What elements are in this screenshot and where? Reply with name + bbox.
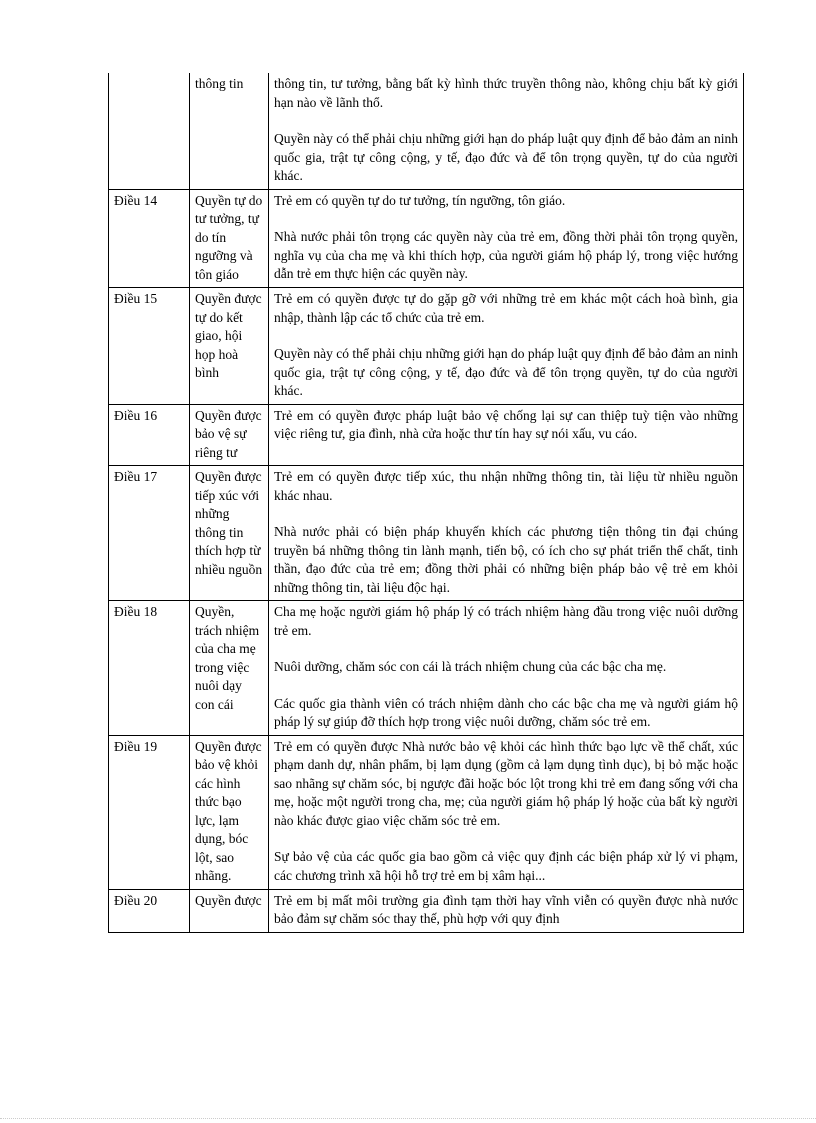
content-paragraph: Nhà nước phải có biện pháp khuyến khích các phương tiện thông tin đại chúng truyền bá những thông tin lành mạnh, tiến bộ, có ích cho sự phát triển thể chất, tinh thần, đạo đức của trẻ em; đồng thời phải có những biện pháp bảo vệ trẻ em khỏi những thông tin, tài liệu độc hại.: [274, 524, 738, 595]
article-number: Điều 14: [109, 189, 190, 288]
article-number: Điều 16: [109, 404, 190, 466]
content-paragraph: Các quốc gia thành viên có trách nhiệm dành cho các bậc cha mẹ và người giám hộ pháp lý sự giúp đỡ thích hợp trong việc nuôi dưỡng, chăm sóc trẻ em.: [274, 695, 738, 729]
content-paragraph: Trẻ em bị mất môi trường gia đình tạm thời hay vĩnh viễn có quyền được nhà nước bảo đảm sự chăm sóc thay thế, phù hợp với quy định: [274, 892, 738, 926]
content-paragraph: Quyền này có thể phải chịu những giới hạn do pháp luật quy định để bảo đảm an ninh quốc gia, trật tự công cộng, y tế, đạo đức và để tôn trọng quyền, tự do của người khác.: [274, 346, 738, 398]
content-paragraph: Nuôi dưỡng, chăm sóc con cái là trách nhiệm chung của các bậc cha mẹ.: [274, 659, 667, 674]
right-content: [269, 889, 744, 932]
right-content: [269, 404, 744, 466]
content-paragraph: Cha mẹ hoặc người giám hộ pháp lý có trách nhiệm hàng đầu trong việc nuôi dưỡng trẻ em.: [274, 604, 738, 638]
content-paragraph: Trẻ em có quyền tự do tư tưởng, tín ngưỡng, tôn giáo.: [274, 192, 566, 208]
article-number: Điều 18: [109, 601, 190, 736]
article-number: Điều 19: [109, 735, 190, 889]
table-row: [109, 889, 744, 932]
content-paragraph: Trẻ em có quyền được pháp luật bảo vệ chống lại sự can thiệp tuỳ tiện vào những việc riêng tư, gia đình, nhà cửa hoặc thư tín hay sự nói xấu, vu cáo.: [274, 407, 738, 441]
page-bottom-edge: [0, 1118, 816, 1119]
rights-table-body: [109, 73, 744, 932]
right-title: Quyền tự do tư tưởng, tự do tín ngưỡng và tôn giáo: [190, 189, 269, 288]
content-paragraph: Quyền này có thể phải chịu những giới hạn do pháp luật quy định để bảo đảm an ninh quốc gia, trật tự công cộng, y tế, đạo đức và để tôn trọng quyền, tự do của người khác.: [274, 131, 738, 183]
right-title: thông tin: [190, 73, 269, 189]
content-paragraph: Trẻ em có quyền được tiếp xúc, thu nhận những thông tin, tài liệu từ nhiều nguồn khác nhau.: [274, 469, 738, 503]
content-paragraph: Trẻ em có quyền được Nhà nước bảo vệ khỏi các hình thức bạo lực về thể chất, xúc phạm danh dự, nhân phẩm, bị lạm dụng (gồm cả lạm dụng tình dục), bị bỏ mặc hoặc sao nhãng sự chăm sóc, bị ngược đãi hoặc bóc lột trong khi trẻ em đang sống với cha mẹ, hoặc một người trong cha, mẹ; của người giám hộ pháp lý hoặc của bất kỳ người nào khác được giao việc chăm sóc trẻ em.: [274, 738, 738, 828]
right-title: Quyền được bảo vệ sự riêng tư: [190, 404, 269, 466]
article-number: Điều 15: [109, 288, 190, 405]
content-paragraph: Nhà nước phải tôn trọng các quyền này của trẻ em, đồng thời phải tôn trọng quyền, nghĩa vụ của cha mẹ và khi thích hợp, của người giám hộ pháp lý, trong việc hướng dẫn trẻ em thực hiện các quyền này.: [274, 229, 738, 281]
table-row: [109, 466, 744, 601]
content-paragraph: Sự bảo vệ của các quốc gia bao gồm cả việc quy định các biện pháp xử lý vi phạm, các chương trình xã hội hỗ trợ trẻ em bị xâm hại...: [274, 849, 738, 883]
article-number: [109, 73, 190, 189]
right-content: [269, 73, 744, 189]
table-row: [109, 73, 744, 189]
article-number: Điều 17: [109, 466, 190, 601]
right-title: Quyền, trách nhiệm của cha mẹ trong việc nuôi dạy con cái: [190, 601, 269, 736]
right-title: Quyền được tự do kết giao, hội họp hoà bình: [190, 288, 269, 405]
right-title: Quyền được: [190, 889, 269, 932]
table-row: [109, 288, 744, 405]
content-paragraph: Trẻ em có quyền được tự do gặp gỡ với những trẻ em khác một cách hoà bình, gia nhập, thành lập các tổ chức của trẻ em.: [274, 291, 738, 325]
right-title: Quyền được bảo vệ khỏi các hình thức bạo lực, lạm dụng, bóc lột, sao nhãng.: [190, 735, 269, 889]
right-content: [269, 189, 744, 288]
rights-table: [108, 73, 744, 933]
table-row: [109, 735, 744, 889]
right-content: [269, 601, 744, 736]
table-row: [109, 189, 744, 288]
content-paragraph: thông tin, tư tưởng, bằng bất kỳ hình thức truyền thông nào, không chịu bất kỳ giới hạn nào về lãnh thổ.: [274, 76, 738, 110]
right-content: [269, 735, 744, 889]
table-row: [109, 404, 744, 466]
article-number: Điều 20: [109, 889, 190, 932]
right-content: [269, 466, 744, 601]
table-row: [109, 601, 744, 736]
right-title: Quyền được tiếp xúc với những thông tin thích hợp từ nhiều nguồn: [190, 466, 269, 601]
right-content: [269, 288, 744, 405]
